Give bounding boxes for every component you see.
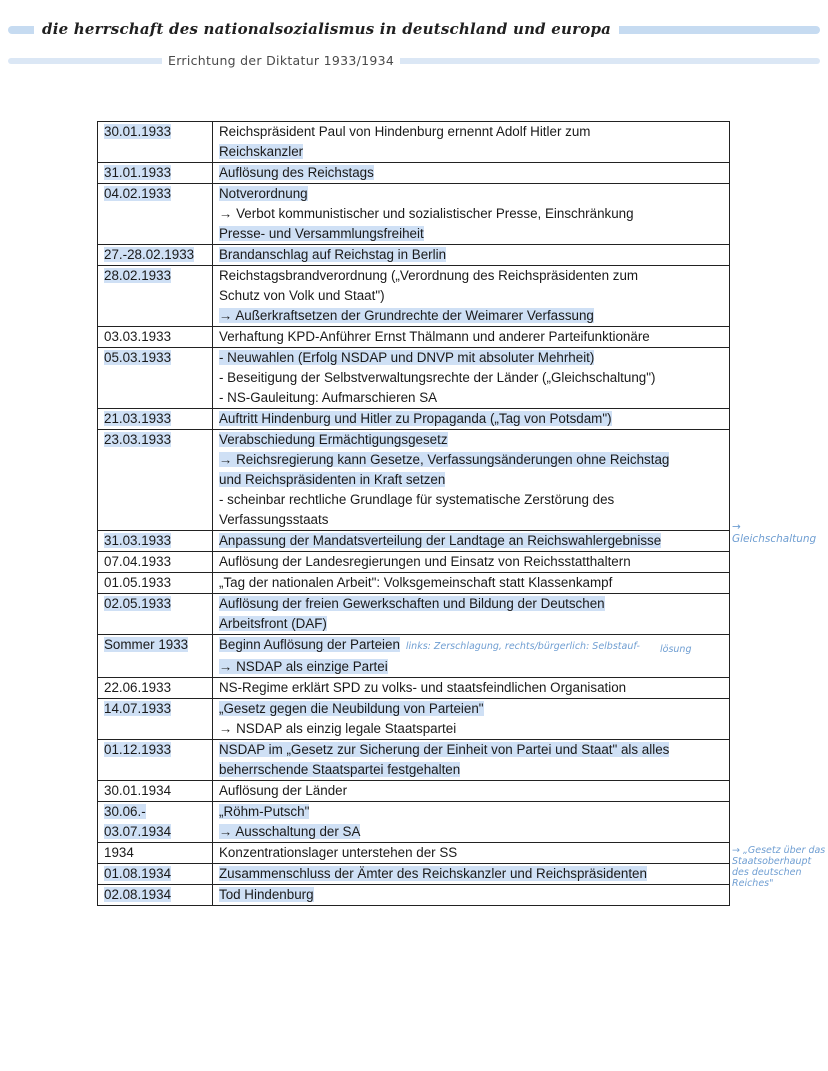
table-row xyxy=(98,678,730,699)
event-cell: Reichstagsbrandverordnung („Verordnung des Reichspräsidenten zum Schutz von Volk und Staat") → Außerkraftsetzen der Grundrechte der Weimarer Verfassung xyxy=(213,266,730,327)
table-row xyxy=(98,594,730,635)
date-cell: 23.03.1933 xyxy=(98,430,213,531)
date-cell: 01.12.1933 xyxy=(98,740,213,781)
table-row xyxy=(98,163,730,184)
table-row xyxy=(98,885,730,906)
table-row xyxy=(98,843,730,864)
event-cell: Zusammenschluss der Ämter des Reichskanzler und Reichspräsidenten xyxy=(213,864,730,885)
table-row xyxy=(98,699,730,740)
event-cell: Verabschiedung Ermächtigungsgesetz → Reichsregierung kann Gesetze, Verfassungsänderungen ohne Reichstag und Reichspräsidenten in Kraft setzen - scheinbar rechtliche Grundlage für systematische Zerstörung des Verfassungsstaats xyxy=(213,430,730,531)
event-cell: NS-Regime erklärt SPD zu volks- und staatsfeindlichen Organisation xyxy=(213,678,730,699)
date-cell: 04.02.1933 xyxy=(98,184,213,245)
subtitle-underline-bar xyxy=(8,58,820,64)
date-cell: 31.01.1933 xyxy=(98,163,213,184)
page-title: die herrschaft des nationalsozialismus in deutschland und europa xyxy=(34,17,619,41)
date-cell: 02.05.1933 xyxy=(98,594,213,635)
margin-note-parteien: links: Zerschlagung, rechts/bürgerlich: Selbstauf- xyxy=(405,641,640,652)
date-cell: 02.08.1934 xyxy=(98,885,213,906)
date-cell: 01.08.1934 xyxy=(98,864,213,885)
date-cell: 31.03.1933 xyxy=(98,531,213,552)
table-row xyxy=(98,409,730,430)
table-row xyxy=(98,327,730,348)
date-cell: 1934 xyxy=(98,843,213,864)
event-cell: „Tag der nationalen Arbeit": Volksgemeinschaft statt Klassenkampf xyxy=(213,573,730,594)
table-row xyxy=(98,635,730,678)
date-cell: 27.-28.02.1933 xyxy=(98,245,213,266)
event-cell: Konzentrationslager unterstehen der SS xyxy=(213,843,730,864)
table-row xyxy=(98,266,730,327)
event-cell: NSDAP im „Gesetz zur Sicherung der Einheit von Partei und Staat" als alles beherrschende Staatspartei festgehalten xyxy=(213,740,730,781)
table-row xyxy=(98,245,730,266)
event-cell: Reichspräsident Paul von Hindenburg ernennt Adolf Hitler zum Reichskanzler xyxy=(213,122,730,163)
date-cell: Sommer 1933 xyxy=(98,635,213,678)
date-cell: 07.04.1933 xyxy=(98,552,213,573)
event-cell: Anpassung der Mandatsverteilung der Landtage an Reichswahlergebnisse xyxy=(213,531,730,552)
event-cell: „Röhm-Putsch" → Ausschaltung der SA xyxy=(213,802,730,843)
table-row xyxy=(98,552,730,573)
table-row xyxy=(98,184,730,245)
event-cell: Auflösung des Reichstags xyxy=(213,163,730,184)
date-cell: 05.03.1933 xyxy=(98,348,213,409)
date-cell: 30.01.1933 xyxy=(98,122,213,163)
date-cell: 30.06.- 03.07.1934 xyxy=(98,802,213,843)
event-cell: - Neuwahlen (Erfolg NSDAP und DNVP mit absoluter Mehrheit) - Beseitigung der Selbstverwaltungsrechte der Länder („Gleichschaltung") - NS-Gauleitung: Aufmarschieren SA xyxy=(213,348,730,409)
table-row xyxy=(98,781,730,802)
date-cell: 28.02.1933 xyxy=(98,266,213,327)
date-cell: 14.07.1933 xyxy=(98,699,213,740)
event-cell: Auflösung der Landesregierungen und Einsatz von Reichsstatthaltern xyxy=(213,552,730,573)
event-cell: Tod Hindenburg xyxy=(213,885,730,906)
event-cell: Beginn Auflösung der Parteien links: Zerschlagung, rechts/bürgerlich: Selbstauf- → NSDAP als einzige Partei xyxy=(213,635,730,678)
date-cell: 30.01.1934 xyxy=(98,781,213,802)
date-cell: 01.05.1933 xyxy=(98,573,213,594)
event-cell: Verhaftung KPD-Anführer Ernst Thälmann und anderer Parteifunktionäre xyxy=(213,327,730,348)
table-row xyxy=(98,348,730,409)
table-row xyxy=(98,573,730,594)
table-row xyxy=(98,430,730,531)
table-row xyxy=(98,802,730,843)
margin-note-gleichschaltung: → Gleichschaltung xyxy=(732,521,817,545)
timeline-table xyxy=(97,121,730,906)
margin-note-staatsoberhaupt: → „Gesetz über das Staatsoberhaupt des deutschen Reiches" xyxy=(732,845,826,889)
table-row xyxy=(98,740,730,781)
event-cell: Notverordnung → Verbot kommunistischer und sozialistischer Presse, Einschränkung Presse- und Versammlungsfreiheit xyxy=(213,184,730,245)
date-cell: 03.03.1933 xyxy=(98,327,213,348)
page-subtitle: Errichtung der Diktatur 1933/1934 xyxy=(162,51,400,71)
event-cell: Auflösung der freien Gewerkschaften und Bildung der Deutschen Arbeitsfront (DAF) xyxy=(213,594,730,635)
event-cell: Brandanschlag auf Reichstag in Berlin xyxy=(213,245,730,266)
event-cell: „Gesetz gegen die Neubildung von Parteien" → NSDAP als einzig legale Staatspartei xyxy=(213,699,730,740)
date-cell: 22.06.1933 xyxy=(98,678,213,699)
table-row xyxy=(98,531,730,552)
margin-note-parteien-continued: lösung xyxy=(660,644,692,655)
date-cell: 21.03.1933 xyxy=(98,409,213,430)
event-cell: Auftritt Hindenburg und Hitler zu Propaganda („Tag von Potsdam") xyxy=(213,409,730,430)
table-row xyxy=(98,122,730,163)
table-row xyxy=(98,864,730,885)
event-cell: Auflösung der Länder xyxy=(213,781,730,802)
